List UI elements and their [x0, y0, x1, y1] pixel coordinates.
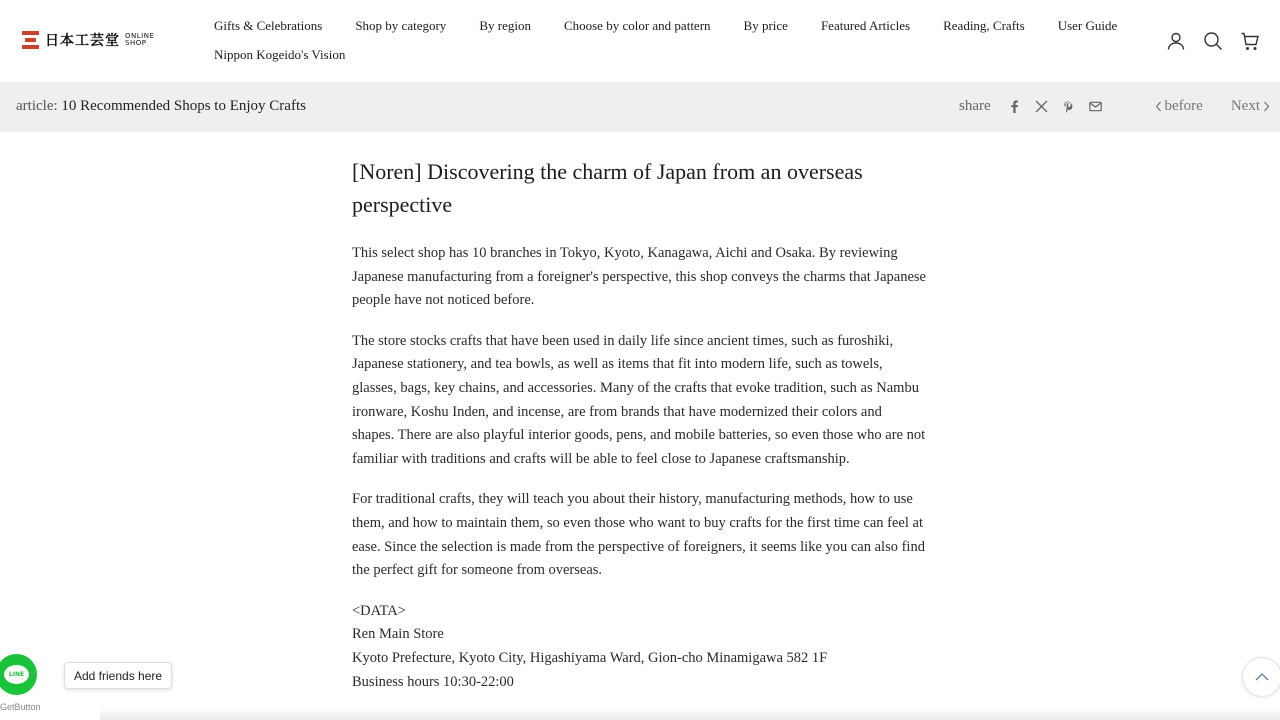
nav-row-1: [214, 17, 1154, 35]
search-icon[interactable]: [1203, 31, 1223, 51]
article-paragraph: This select shop has 10 branches in Tokyo, Kyoto, Kanagawa, Aichi and Osaka. By reviewing Japanese manufacturing from a foreigner's perspective, this shop conveys the charms that Japanese people have not noticed before.: [352, 245, 926, 309]
bottom-fade: [100, 708, 1280, 720]
line-chat-button[interactable]: [0, 654, 37, 695]
site-header: [0, 0, 1280, 82]
nav-item-color-pattern[interactable]: Choose by color and pattern: [563, 18, 711, 33]
line-icon: LINE: [4, 665, 29, 684]
before-link[interactable]: [1155, 98, 1203, 115]
share-label: share: [959, 98, 991, 114]
chevron-left-icon: [1155, 101, 1162, 112]
article-paragraph: The store stocks crafts that have been used in daily life since ancient times, such as furoshiki, Japanese stationery, and tea bowls, as well as items that fit into modern life, such as towels, glasses, bags, key chains, and accessories. Many of the crafts that evoke tradition, such as Nambu ironware, Koshu Inden, and incense, are from brands that have modernized their colors and shapes. There are also playful interior goods, pens, and mobile batteries, so even those who are not familiar with traditions and crafts will be able to feel close to Japanese craftsmanship.: [352, 332, 926, 467]
getbutton-credit[interactable]: GetButton: [0, 702, 41, 712]
nav-item-gifts[interactable]: Gifts & Celebrations: [214, 18, 323, 33]
chevron-up-icon: [1255, 673, 1269, 681]
store-hours: Business hours 10:30-22:00: [352, 673, 514, 690]
logo-mark-icon: [22, 31, 39, 49]
article-paragraph: For traditional crafts, they will teach you about their history, manufacturing methods, how to use them, and how to maintain them, so even those who want to buy crafts for the first time can feel at ease. Since the selection is made from the perspective of foreigners, it seems like you can also find the perfect gift for someone from overseas.: [352, 491, 925, 579]
store-address: Kyoto Prefecture, Kyoto City, Higashiyama Ward, Gion-cho Minamigawa 582 1F: [352, 649, 828, 666]
article-parent-title[interactable]: 10 Recommended Shops to Enjoy Crafts: [61, 98, 306, 114]
back-to-top-button[interactable]: [1242, 657, 1280, 697]
x-icon[interactable]: [1035, 100, 1048, 113]
article-pager: [1155, 98, 1270, 115]
article-bar: [0, 82, 1280, 132]
data-heading: <DATA>: [352, 602, 406, 619]
facebook-icon[interactable]: [1008, 100, 1021, 113]
line-tooltip[interactable]: Add friends here: [64, 662, 172, 689]
account-icon[interactable]: [1166, 31, 1186, 51]
next-link[interactable]: [1231, 98, 1270, 115]
article-breadcrumb: [16, 98, 306, 115]
nav-item-featured-articles[interactable]: Featured Articles: [820, 18, 911, 33]
nav-item-category[interactable]: Shop by category: [355, 18, 447, 33]
nav-item-price[interactable]: By price: [743, 18, 788, 33]
header-icons: [1166, 31, 1260, 51]
store-name: Ren Main Store: [352, 626, 444, 643]
main-nav: [214, 17, 1154, 75]
share-icons: [1008, 100, 1102, 113]
nav-item-reading-crafts[interactable]: Reading, Crafts: [943, 18, 1025, 33]
nav-item-vision[interactable]: Nippon Kogeido's Vision: [214, 47, 346, 62]
nav-row-2: [214, 46, 1154, 64]
before-label: before: [1164, 98, 1203, 114]
store-data: [352, 600, 927, 694]
next-label: Next: [1230, 98, 1260, 114]
mail-icon[interactable]: [1089, 100, 1102, 113]
chevron-right-icon: [1263, 101, 1270, 112]
share-group: [959, 98, 1102, 115]
nav-item-user-guide[interactable]: User Guide: [1057, 18, 1118, 33]
pinterest-icon[interactable]: [1062, 100, 1075, 113]
article-prefix: article:: [16, 98, 58, 114]
article-content: [352, 155, 927, 694]
site-logo[interactable]: [22, 30, 161, 50]
logo-text: 日本工芸堂: [45, 33, 120, 49]
logo-subtitle: ONLINE SHOP: [125, 32, 155, 47]
article-heading: [Noren] Discovering the charm of Japan from an overseas perspective: [352, 159, 863, 217]
nav-item-region[interactable]: By region: [479, 18, 531, 33]
cart-icon[interactable]: [1240, 31, 1260, 51]
